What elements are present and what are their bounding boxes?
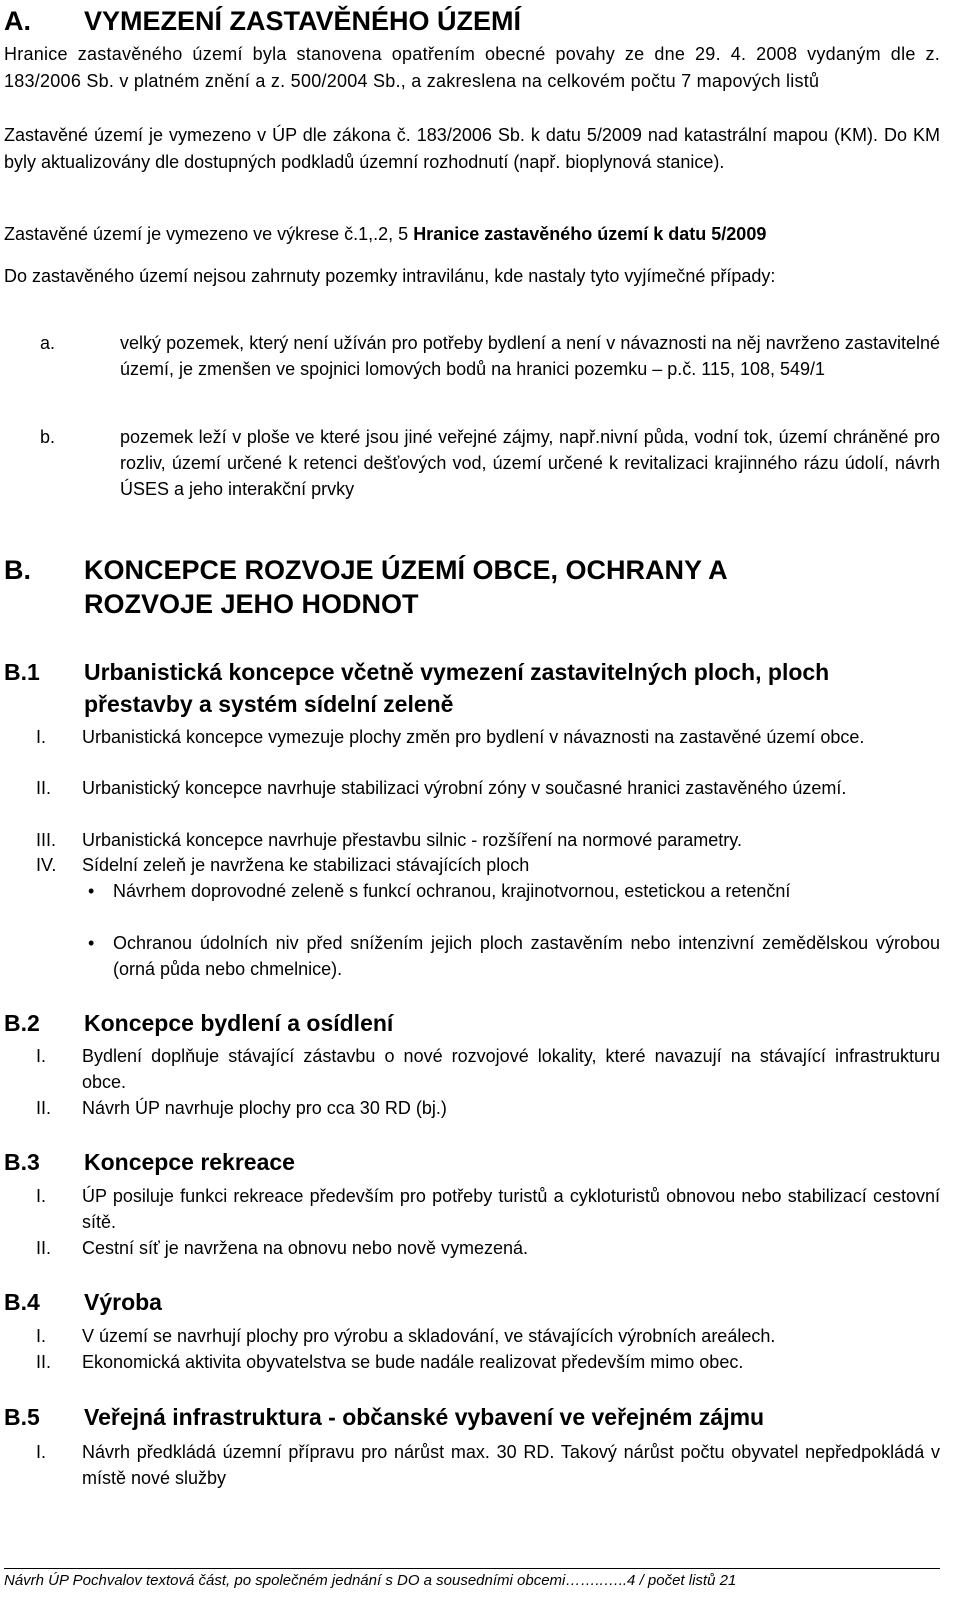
subsection-b2-title: Koncepce bydlení a osídlení <box>84 1010 394 1036</box>
b1-bullet-2-text: Ochranou údolních niv před snížením jejich ploch zastavěním nebo intenzivní zemědělskou výrobou (orná půda nebo chmelnice). <box>113 933 940 979</box>
subsection-b3-title: Koncepce rekreace <box>84 1149 295 1175</box>
b1-item-4-label: IV. <box>36 855 57 875</box>
b1-item-2-text: Urbanistický koncepce navrhuje stabilizaci výrobní zóny v současné hranici zastavěného území. <box>82 778 847 798</box>
drawing-reference-title: Hranice zastavěného území k datu 5/2009 <box>413 224 767 244</box>
b3-item-2-label: II. <box>36 1238 52 1258</box>
exception-a-text: velký pozemek, který není užíván pro potřeby bydlení a není v návaznosti na něj navrženo zastavitelné území, je zmenšen ve spojnici lomových bodů na hranici pozemku – p.č. 115, 108, 549/1 <box>120 333 940 379</box>
b2-item-2-text: Návrh ÚP navrhuje plochy pro cca 30 RD (bj.) <box>82 1098 447 1118</box>
section-a-title: VYMEZENÍ ZASTAVĚNÉHO ÚZEMÍ <box>84 6 522 36</box>
b1-bullet-1-text: Návrhem doprovodné zeleně s funkcí ochranou, krajinotvornou, estetickou a retenční <box>113 881 791 901</box>
exception-b-text: pozemek leží v ploše ve které jsou jiné veřejné zájmy, např.nivní půda, vodní tok, území chráněné pro rozliv, území určené k retenci dešťových vod, území určené k revitalizaci krajinného rázu údolí, návrh ÚSES a jeho interakční prvky <box>120 427 940 499</box>
b4-item-1-label: I. <box>36 1326 47 1346</box>
b4-item-1-text: V území se navrhují plochy pro výrobu a skladování, ve stávajících výrobních areálech. <box>82 1326 776 1346</box>
subsection-b4-title: Výroba <box>84 1289 162 1315</box>
b2-item-1-label: I. <box>36 1046 47 1066</box>
bullet-icon: • <box>88 881 95 901</box>
subsection-b2-number: B.2 <box>4 1010 40 1036</box>
b1-item-1-label: I. <box>36 727 47 747</box>
b4-item-2-text: Ekonomická aktivita obyvatelstva se bude nadále realizovat především mimo obec. <box>82 1352 744 1372</box>
footer-divider <box>4 1568 940 1569</box>
b3-item-2-text: Cestní síť je navržena na obnovu nebo nově vymezená. <box>82 1238 529 1258</box>
subsection-b5-number: B.5 <box>4 1404 40 1430</box>
b1-item-2-label: II. <box>36 778 52 798</box>
exception-a-label: a. <box>40 333 56 353</box>
b5-item-1-label: I. <box>36 1442 47 1462</box>
section-a-number: A. <box>4 6 31 36</box>
b2-item-2-label: II. <box>36 1098 52 1118</box>
subsection-b3-number: B.3 <box>4 1149 40 1175</box>
b1-item-1-text: Urbanistická koncepce vymezuje plochy změn pro bydlení v návaznosti na zastavěné území obce. <box>82 727 865 747</box>
exception-b-label: b. <box>40 427 56 447</box>
b1-item-4-text: Sídelní zeleň je navržena ke stabilizaci stávajících ploch <box>82 855 530 875</box>
page-footer: Návrh ÚP Pochvalov textová část, po společném jednání s DO a sousedními obcemi……..…..4 / počet listů 21 <box>4 1572 737 1589</box>
b1-item-3-label: III. <box>36 830 57 850</box>
bullet-icon: • <box>88 933 95 953</box>
section-b-title: KONCEPCE ROZVOJE ÚZEMÍ OBCE, OCHRANY A ROZVOJE JEHO HODNOT <box>84 555 727 619</box>
paragraph-drawing-reference <box>4 221 940 248</box>
b5-item-1-text: Návrh předkládá územní přípravu pro nárůst max. 30 RD. Takový nárůst počtu obyvatel nepředpokládá v místě nové služby <box>82 1442 940 1488</box>
section-b-number: B. <box>4 555 31 585</box>
paragraph-territory-definition: Zastavěné území je vymezeno v ÚP dle zákona č. 183/2006 Sb. k datu 5/2009 nad katastrální mapou (KM). Do KM byly aktualizovány dle dostupných podkladů územní rozhodnutí (např. bioplynová stanice). <box>4 125 940 172</box>
subsection-b5-title: Veřejná infrastruktura - občanské vybavení ve veřejném zájmu <box>84 1404 765 1430</box>
b4-item-2-label: II. <box>36 1352 52 1372</box>
b1-item-3-text: Urbanistická koncepce navrhuje přestavbu silnic - rozšíření na normové parametry. <box>82 830 742 850</box>
b2-item-1-text: Bydlení doplňuje stávající zástavbu o nové rozvojové lokality, které navazují na stávající infrastrukturu obce. <box>82 1046 940 1092</box>
paragraph-exceptions-intro: Do zastavěného území nejsou zahrnuty pozemky intravilánu, kde nastaly tyto vyjímečné případy: <box>4 266 776 286</box>
subsection-b1-number: B.1 <box>4 659 40 685</box>
b3-item-1-label: I. <box>36 1186 47 1206</box>
subsection-b4-number: B.4 <box>4 1289 40 1315</box>
paragraph-boundary-decision: Hranice zastavěného území byla stanovena opatřením obecné povahy ze dne 29. 4. 2008 vydaným dle z. 183/2006 Sb. v platném znění a z. 500/2004 Sb., a zakreslena na celkovém počtu 7 mapových listů <box>4 44 940 91</box>
b3-item-1-text: ÚP posiluje funkci rekreace především pro potřeby turistů a cykloturistů obnovou nebo stabilizací cestovní sítě. <box>82 1186 940 1232</box>
subsection-b1-title: Urbanistická koncepce včetně vymezení zastavitelných ploch, ploch přestavby a systém sídelní zeleně <box>84 659 830 717</box>
drawing-reference-text: Zastavěné území je vymezeno ve výkrese č.1,.2, 5 <box>4 224 414 244</box>
